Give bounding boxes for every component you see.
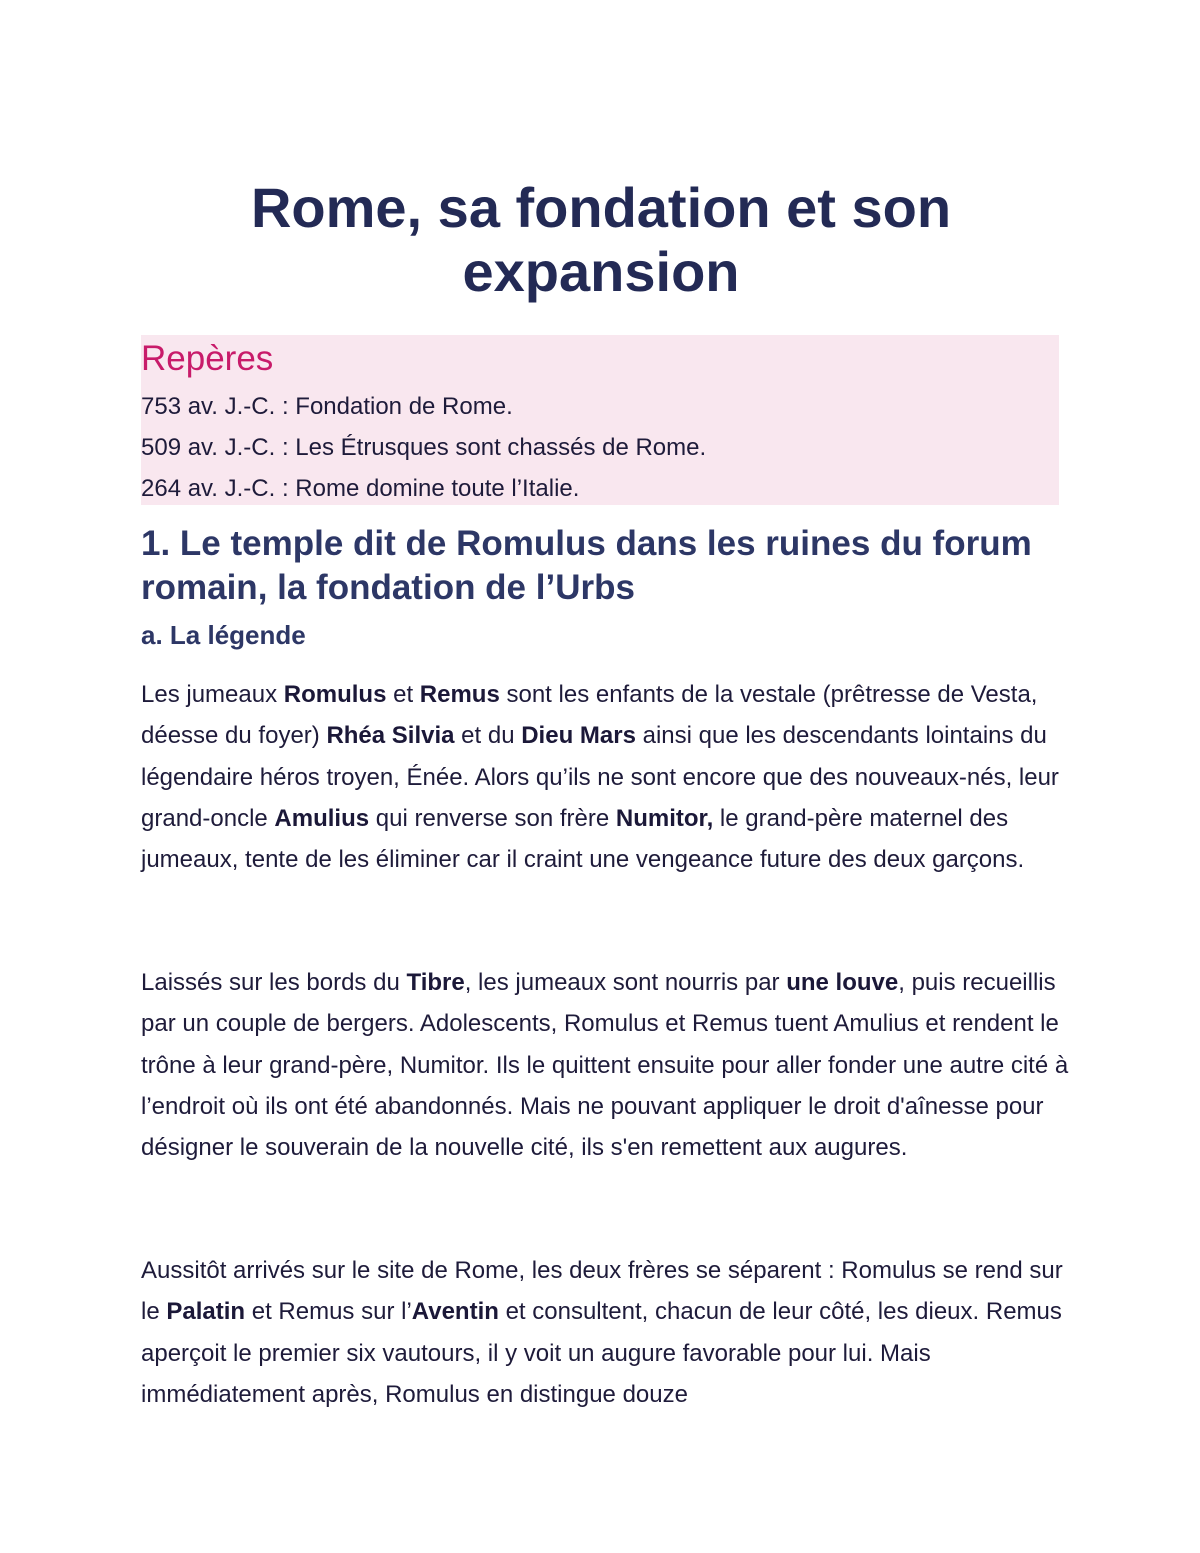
repere-item: 264 av. J.-C. : Rome domine toute l’Italie. [141, 475, 580, 502]
bold-term: Romulus [283, 681, 387, 708]
bold-term: Tibre [406, 969, 465, 996]
repere-item: 509 av. J.-C. : Les Étrusques sont chassés de Rome. [141, 434, 707, 461]
bold-term: Numitor, [615, 804, 714, 832]
bold-term: Amulius [274, 804, 370, 832]
bold-term: Remus [419, 681, 500, 708]
section-heading: 1. Le temple dit de Romulus dans les ruines du forum romain, la fondation de l’Urbs [141, 524, 1032, 607]
paragraph-2: Laissés sur les bords du Tibre, les jumeaux sont nourris par une louve, puis recueillis par un couple de bergers. Adolescents, Romulus et Remus tuent Amulius et rendent le trône à leur grand-père, Numitor. Ils le quittent ensuite pour aller fonder une autre cité à l’endroit où ils ont été abandonnés. Mais ne pouvant appliquer le droit d'aînesse pour désigner le souverain de la nouvelle cité, ils s'en remettent aux augures. [141, 969, 1069, 1162]
repere-item: 753 av. J.-C. : Fondation de Rome. [141, 393, 513, 420]
paragraph-1: Les jumeaux Romulus et Remus sont les enfants de la vestale (prêtresse de Vesta, déesse du foyer) Rhéa Silvia et du Dieu Mars ainsi que les descendants lointains du légendaire héros troyen, Énée. Alors qu’ils ne sont encore que des nouveaux-nés, leur grand-oncle Amulius qui renverse son frère Numitor, le grand-père maternel des jumeaux, tente de les éliminer car il craint une vengeance future des deux garçons. [141, 681, 1059, 874]
reperes-box [141, 335, 1059, 505]
bold-term: Dieu Mars [521, 722, 636, 750]
paragraph-3: Aussitôt arrivés sur le site de Rome, les deux frères se séparent : Romulus se rend sur le Palatin et Remus sur l’Aventin et consultent, chacun de leur côté, les dieux. Remus aperçoit le premier six vautours, il y voit un augure favorable pour lui. Mais immédiatement après, Romulus en distingue douze [141, 1257, 1063, 1408]
bold-term: Palatin [166, 1298, 246, 1326]
bold-term: une louve [786, 969, 899, 996]
subsection-heading: a. La légende [141, 620, 306, 650]
bold-term: Rhéa Silvia [326, 722, 455, 750]
bold-term: Aventin [411, 1298, 499, 1326]
reperes-heading: Repères [141, 339, 274, 378]
document-title: Rome, sa fondation et son expansion [250, 176, 952, 303]
